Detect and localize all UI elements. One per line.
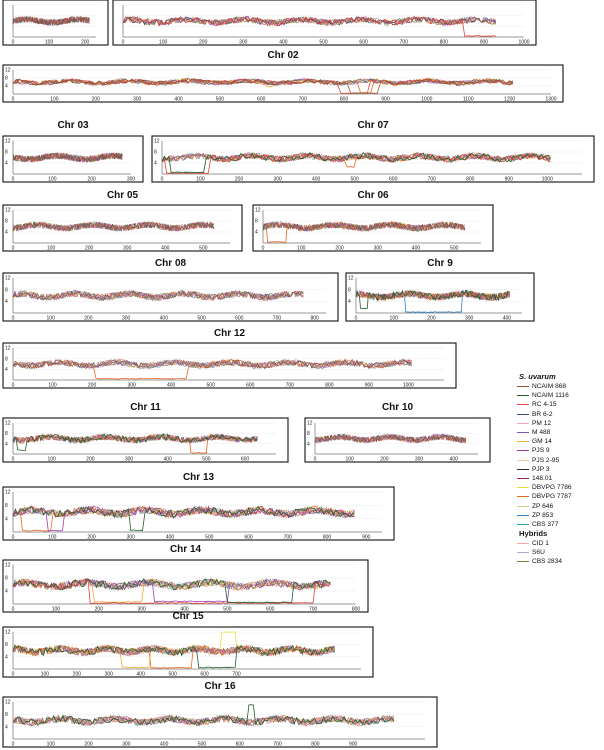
x-tick-label: 300 [239,39,248,46]
legend-label: ZP 853 [532,511,554,519]
x-tick-label: 200 [91,96,100,103]
legend-item [517,382,601,391]
x-tick-label: 400 [166,382,176,389]
x-tick-label: 700 [283,534,292,541]
y-tick-label: 12 [154,138,160,145]
x-tick-label: 800 [311,741,320,748]
legend-swatch [517,441,529,442]
legend-swatch [517,414,529,415]
x-tick-label: 700 [399,39,408,46]
panel-title: Chr 9 [427,258,453,269]
x-tick-label: 300 [414,456,424,463]
x-tick-label: 100 [46,245,56,252]
legend-item [517,400,601,409]
x-tick-label: 100 [158,39,168,46]
legend-label: NCAIM 1116 [532,392,569,400]
y-tick-label: 4 [5,367,8,374]
legend-item [517,428,601,437]
x-tick-label: 800 [322,534,332,541]
panel-title: Chr 14 [169,544,202,555]
y-tick-label: 4 [5,83,8,90]
legend-label: CID 1 [532,540,549,548]
x-tick-label: 600 [389,176,398,183]
y-tick-label: 12 [5,629,11,636]
x-tick-label: 100 [48,176,57,183]
x-tick-label: 0 [11,606,15,613]
legend-swatch [517,552,529,553]
panel-title: Chr 02 [267,50,299,61]
panel-chr-02 [3,50,563,103]
x-tick-label: 1000 [402,382,414,389]
y-tick-label: 8 [5,503,8,510]
x-tick-label: 500 [215,96,225,103]
y-tick-label: 12 [5,67,11,74]
x-tick-label: 200 [199,39,208,46]
legend-item [517,456,601,465]
legend-swatch [517,395,529,396]
x-tick-label: 100 [40,671,50,678]
x-tick-label: 1000 [421,96,433,103]
panel-chr-11 [3,402,288,463]
x-tick-label: 1300 [545,96,557,103]
panel-partial-0 [3,0,108,46]
y-tick-label: 12 [5,420,11,427]
legend-item [517,511,601,520]
x-tick-label: 100 [297,245,306,252]
x-tick-label: 1000 [541,176,553,183]
x-tick-label: 200 [86,456,95,463]
legend-swatch [517,496,529,497]
x-tick-label: 500 [168,671,177,678]
x-tick-label: 400 [174,96,183,103]
legend-item [517,391,601,400]
x-tick-label: 300 [137,606,146,613]
x-tick-label: 600 [257,96,266,103]
x-tick-label: 600 [240,456,250,463]
legend-label: CBS 377 [532,520,559,528]
legend-item [517,474,601,483]
y-tick-label: 4 [307,441,310,448]
legend-item [517,465,601,474]
panel-title: Chr 07 [357,120,389,131]
x-tick-label: 300 [124,456,134,463]
x-tick-label: 500 [197,315,206,322]
x-tick-label: 1000 [518,39,530,46]
legend-swatch [517,469,529,470]
x-tick-label: 0 [11,456,15,463]
x-tick-label: 300 [132,96,142,103]
legend-swatch [517,524,529,525]
y-tick-label: 8 [5,642,8,649]
x-tick-label: 0 [11,39,15,46]
x-tick-label: 400 [159,315,169,322]
x-tick-label: 300 [126,176,136,183]
x-tick-label: 300 [121,315,131,322]
x-tick-label: 0 [11,176,15,183]
legend-item [517,548,601,557]
legend-item [517,410,601,419]
y-tick-label: 12 [307,420,313,427]
y-tick-label: 4 [5,724,8,731]
x-tick-label: 500 [197,741,207,748]
x-tick-label: 500 [350,176,359,183]
legend-label: BR 6-2 [532,410,553,418]
x-tick-label: 800 [339,96,349,103]
x-tick-label: 500 [319,39,328,46]
x-tick-label: 200 [427,315,436,322]
panel-chr-13 [3,472,394,541]
panel-title: Chr 15 [172,611,204,622]
x-tick-label: 400 [449,456,458,463]
legend-label: PJS 2-95 [532,456,560,464]
x-tick-label: 300 [104,671,113,678]
x-tick-label: 0 [354,315,358,322]
x-tick-label: 500 [199,245,208,252]
panel-chr-14 [3,544,368,613]
x-tick-label: 0 [11,741,15,748]
legend-label: CBS 2834 [532,558,563,566]
x-tick-label: 0 [160,176,164,183]
panel-title: Chr 16 [204,681,236,692]
x-tick-label: 800 [325,382,334,389]
y-tick-label: 4 [5,160,8,167]
x-tick-label: 700 [308,606,318,613]
y-tick-label: 8 [5,356,8,363]
panel-chr-03 [3,120,143,183]
legend-label: DBVPG 7786 [532,484,572,492]
y-tick-label: 4 [5,299,8,306]
x-tick-label: 700 [232,671,241,678]
y-tick-label: 4 [5,441,8,448]
y-tick-label: 8 [348,287,351,294]
x-tick-label: 600 [235,315,244,322]
x-tick-label: 400 [165,534,175,541]
legend-item [517,492,601,501]
x-tick-label: 200 [335,245,344,252]
x-tick-label: 900 [479,39,489,46]
panel-title: Chr 08 [154,258,187,269]
panel-chr-07 [152,120,594,183]
panel-title: Chr 10 [381,402,414,413]
x-tick-label: 200 [72,671,82,678]
y-tick-label: 4 [5,654,8,661]
y-tick-label: 8 [5,218,8,225]
y-tick-label: 12 [5,699,11,706]
y-tick-label: 12 [255,207,261,214]
x-tick-label: 0 [11,382,15,389]
x-tick-label: 900 [381,96,390,103]
legend-item [517,419,601,428]
y-tick-label: 4 [348,299,351,306]
panel-title: Chr 13 [182,472,215,483]
y-tick-label: 12 [5,562,11,569]
x-tick-label: 800 [351,606,361,613]
x-tick-label: 0 [121,39,125,46]
legend-label: GM 14 [532,438,552,446]
panel-chr-05 [3,190,242,252]
x-tick-label: 500 [202,456,211,463]
panel-partial-1 [113,0,536,46]
x-tick-label: 800 [466,176,475,183]
legend-swatch [517,561,529,562]
x-tick-label: 0 [11,671,15,678]
y-tick-label: 4 [5,229,8,236]
legend-item [517,520,601,529]
x-tick-label: 900 [504,176,513,183]
x-tick-label: 100 [345,456,354,463]
legend-swatch [517,460,529,461]
x-tick-label: 400 [136,671,145,678]
x-tick-label: 600 [266,606,275,613]
legend-swatch [517,543,529,544]
y-tick-label: 12 [5,345,11,352]
x-tick-label: 1200 [504,96,516,103]
legend-label: DBVPG 7787 [532,493,572,501]
x-tick-label: 700 [285,382,294,389]
y-tick-label: 8 [255,218,258,225]
y-tick-label: 8 [5,287,8,294]
x-tick-label: 300 [122,741,131,748]
x-tick-label: 100 [51,606,61,613]
panel-chr-08 [3,258,338,322]
x-tick-label: 700 [272,315,282,322]
y-tick-label: 4 [5,588,8,595]
legend-swatch [517,478,529,479]
x-tick-label: 600 [200,671,209,678]
y-tick-label: 4 [154,160,157,167]
panel-title: Chr 06 [357,190,389,201]
x-tick-label: 400 [161,245,170,252]
y-tick-label: 8 [307,431,310,438]
y-tick-label: 12 [5,275,11,282]
y-tick-label: 8 [5,149,8,156]
x-tick-label: 200 [87,176,96,183]
panel-chr-9 [346,258,534,322]
x-tick-label: 100 [46,741,55,748]
y-tick-label: 12 [348,275,354,282]
x-tick-label: 200 [84,245,94,252]
legend-label: PM 12 [532,419,552,427]
legend-swatch [517,487,529,488]
legend-label: S6U [532,549,545,557]
chart-legend [517,372,601,567]
legend-item [517,437,601,446]
x-tick-label: 0 [11,96,15,103]
x-tick-label: 600 [244,534,253,541]
x-tick-label: 300 [127,382,136,389]
legend-group-title: Hybrids [519,529,548,538]
panel-chr-06 [253,190,493,252]
legend-swatch [517,515,529,516]
x-tick-label: 800 [439,39,448,46]
x-tick-label: 300 [126,534,135,541]
legend-swatch [517,386,529,387]
legend-group-title: S. uvarum [519,372,556,381]
legend-swatch [517,450,529,451]
panel-chr-16 [3,681,437,748]
x-tick-label: 500 [206,382,215,389]
x-tick-label: 100 [44,39,54,46]
x-tick-label: 800 [310,315,319,322]
legend-item [517,501,601,510]
x-tick-label: 200 [234,176,244,183]
x-tick-label: 700 [427,176,436,183]
x-tick-label: 100 [48,534,57,541]
y-tick-label: 8 [5,712,8,719]
x-tick-label: 200 [84,315,93,322]
y-tick-label: 12 [5,489,11,496]
legend-item [517,483,601,492]
panel-title: Chr 03 [57,120,89,131]
panel-chr-10 [305,402,490,463]
x-tick-label: 200 [84,741,93,748]
x-tick-label: 200 [87,534,96,541]
x-tick-label: 0 [261,245,265,252]
x-tick-label: 700 [273,741,282,748]
x-tick-label: 200 [81,39,90,46]
x-tick-label: 700 [298,96,307,103]
x-tick-label: 500 [205,534,214,541]
y-tick-label: 8 [154,149,157,156]
legend-label: 148.01 [532,474,553,482]
x-tick-label: 600 [235,741,244,748]
x-tick-label: 300 [123,245,132,252]
panel-title: Chr 12 [213,328,246,339]
legend-label: ZP 646 [532,502,554,510]
x-tick-label: 100 [196,176,205,183]
x-tick-label: 400 [311,176,321,183]
y-tick-label: 4 [5,516,8,523]
x-tick-label: 100 [50,96,59,103]
x-tick-label: 200 [380,456,389,463]
panel-chr-15 [3,611,373,678]
y-tick-label: 8 [5,75,8,82]
legend-label: NCAIM 868 [532,383,567,391]
legend-item [517,539,601,548]
y-tick-label: 8 [5,575,8,582]
legend-label: RC 4-15 [532,401,557,409]
x-tick-label: 200 [87,382,97,389]
panel-title: Chr 05 [106,190,139,201]
x-tick-label: 0 [11,245,15,252]
legend-label: PJS 9 [532,447,550,455]
x-tick-label: 400 [502,315,512,322]
x-tick-label: 400 [163,456,172,463]
x-tick-label: 0 [11,315,15,322]
x-tick-label: 900 [364,382,374,389]
legend-label: M 488 [532,429,551,437]
legend-swatch [517,506,529,507]
legend-item [517,557,601,566]
y-tick-label: 8 [5,431,8,438]
x-tick-label: 600 [246,382,255,389]
x-tick-label: 300 [465,315,474,322]
x-tick-label: 400 [411,245,421,252]
x-tick-label: 900 [349,741,358,748]
x-tick-label: 0 [313,456,317,463]
x-tick-label: 400 [279,39,288,46]
panel-title: Chr 11 [130,402,161,413]
y-tick-label: 12 [5,138,11,145]
x-tick-label: 1100 [462,96,474,103]
x-tick-label: 100 [389,315,398,322]
legend-item [517,446,601,455]
x-tick-label: 400 [160,741,169,748]
y-tick-label: 4 [255,229,258,236]
x-tick-label: 600 [359,39,368,46]
x-tick-label: 900 [362,534,371,541]
x-tick-label: 300 [273,176,282,183]
legend-label: PJP 3 [532,465,550,473]
x-tick-label: 400 [180,606,189,613]
legend-swatch [517,432,529,433]
x-tick-label: 0 [11,534,15,541]
legend-swatch [517,423,529,424]
y-tick-label: 12 [5,207,11,214]
x-tick-label: 100 [46,315,55,322]
legend-swatch [517,404,529,405]
panel-chr-12 [3,328,456,389]
x-tick-label: 200 [94,606,103,613]
x-tick-label: 100 [48,382,57,389]
x-tick-label: 500 [223,606,232,613]
x-tick-label: 500 [450,245,459,252]
x-tick-label: 300 [373,245,382,252]
x-tick-label: 100 [47,456,56,463]
